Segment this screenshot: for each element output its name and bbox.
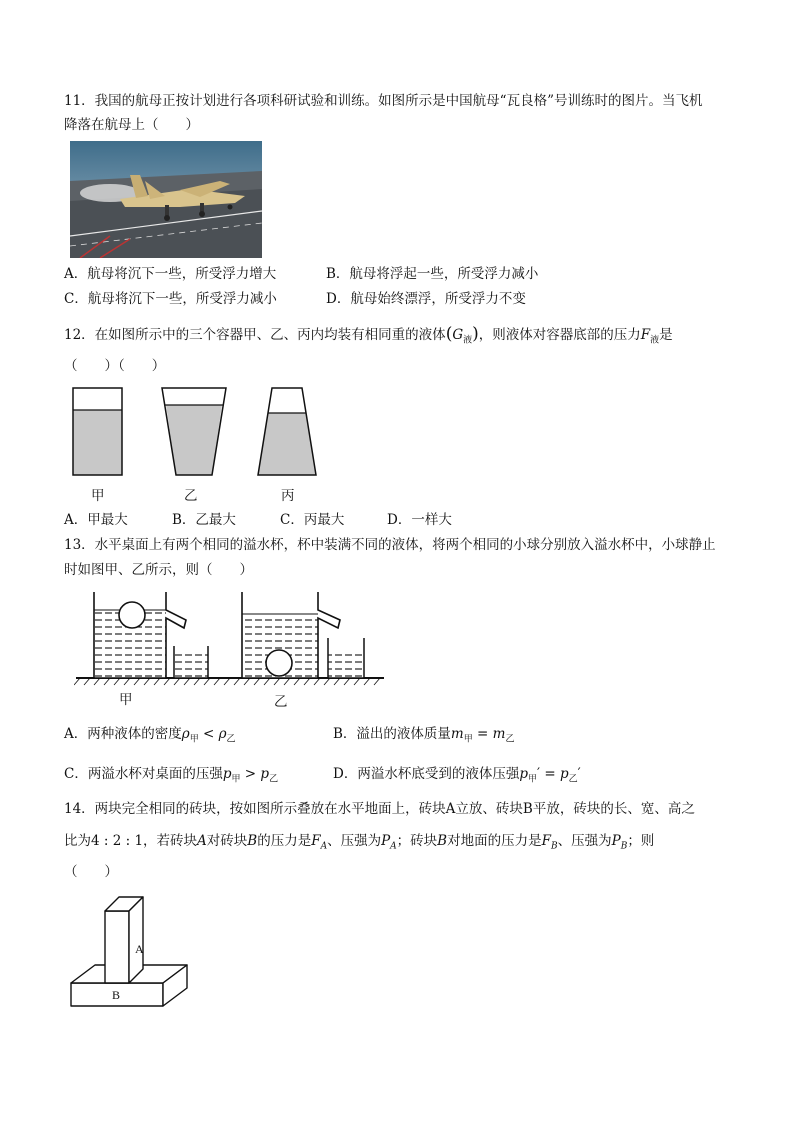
q14-stem-line2: 比为4 : 2 : 1，若砖块A对砖块B的压力是$F_A$、压强为$P_A$；砖块B对地面的压力是$F_B$、压强为$P_B$；则 bbox=[64, 833, 655, 852]
cup-label-jia: 甲 bbox=[119, 692, 133, 708]
q11-option-a: A．航母将沉下一些，所受浮力增大 bbox=[64, 266, 277, 282]
small-beaker-yi bbox=[328, 638, 364, 678]
q12-stem-line2: （ ）（ ） bbox=[64, 358, 166, 374]
container-bing bbox=[258, 388, 316, 475]
q13-option-d: D．两溢水杯底受到的液体压强$p_甲' = p_乙'$ bbox=[333, 766, 581, 785]
container-label-bing: 丙 bbox=[281, 488, 295, 504]
aircraft-carrier-photo bbox=[70, 141, 262, 258]
container-label-jia: 甲 bbox=[91, 488, 105, 504]
q13-stem-line1: 13．水平桌面上有两个相同的溢水杯，杯中装满不同的液体，将两个相同的小球分别放入溢水杯中，小球静止 bbox=[64, 537, 716, 553]
container-yi bbox=[162, 388, 226, 475]
q13-option-c: C．两溢水杯对桌面的压强$p_甲 > p_乙$ bbox=[64, 766, 279, 785]
cup-label-yi: 乙 bbox=[274, 694, 288, 710]
q12-option-a: A．甲最大 bbox=[64, 512, 128, 528]
q12-option-d: D．一样大 bbox=[387, 512, 452, 528]
q11-option-d: D．航母始终漂浮，所受浮力不变 bbox=[326, 291, 526, 307]
q14-stem-line3: （ ） bbox=[64, 864, 118, 880]
q12-option-c: C．丙最大 bbox=[280, 512, 345, 528]
q12-stem-line1: 12．在如图所示中的三个容器甲、乙、丙内均装有相同重的液体$(G_液)$，则液体对容器底部的压力$F_液$是 bbox=[64, 324, 673, 346]
q13-option-b: B．溢出的液体质量$m_甲 = m_乙$ bbox=[333, 726, 515, 745]
q11-stem-line2: 降落在航母上（ ） bbox=[64, 117, 199, 133]
q14-stem-line1: 14．两块完全相同的砖块，按如图所示叠放在水平地面上，砖块A立放、砖块B平放，砖块的长、宽、高之 bbox=[64, 801, 695, 817]
q11-stem-line1: 11．我国的航母正按计划进行各项科研试验和训练。如图所示是中国航母“瓦良格”号训练时的图片。当飞机 bbox=[64, 93, 703, 109]
small-beaker-jia bbox=[174, 646, 208, 678]
q11-option-c: C．航母将沉下一些，所受浮力减小 bbox=[64, 291, 277, 307]
overflow-cups-figure bbox=[74, 588, 386, 688]
q13-option-a: A．两种液体的密度$\rho_甲 < \rho_乙$ bbox=[64, 726, 236, 745]
three-containers-figure bbox=[66, 383, 326, 479]
q13-stem-line2: 时如图甲、乙所示，则（ ） bbox=[64, 562, 253, 578]
brick-label-a: A bbox=[135, 942, 144, 956]
container-jia bbox=[73, 388, 122, 475]
q12-option-b: B．乙最大 bbox=[172, 512, 236, 528]
overflow-cup-yi bbox=[242, 592, 340, 678]
brick-label-b: B bbox=[112, 988, 121, 1002]
overflow-cup-jia bbox=[94, 592, 186, 678]
bricks-figure bbox=[68, 893, 192, 1009]
q11-option-b: B．航母将浮起一些，所受浮力减小 bbox=[326, 266, 539, 282]
container-label-yi: 乙 bbox=[184, 488, 198, 504]
